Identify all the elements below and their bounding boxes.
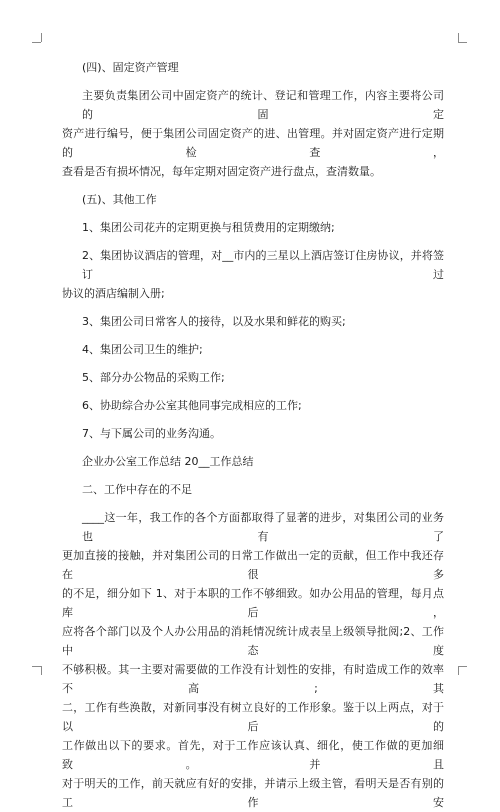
text-line: 1、集团公司花卉的定期更换与租赁费用的定期缴纳; bbox=[82, 221, 335, 234]
paragraph-gap bbox=[62, 387, 444, 396]
text-line: 6、协助综合办公室其他同事完成相应的工作; bbox=[82, 399, 302, 412]
text-line: 企业办公室工作总结 20__工作总结 bbox=[82, 455, 254, 468]
paragraph-gap bbox=[62, 181, 444, 190]
text-line: 资产进行编号，便于集团公司固定资产的进、出管理。并对固定资产进行定期的检查， bbox=[62, 127, 444, 159]
paragraph-gap bbox=[62, 331, 444, 340]
text-line: 对于明天的工作，前天就应有好的安排，并请示上级主管，看明天是否有别的工作安 bbox=[62, 777, 444, 809]
paragraph-gap bbox=[62, 471, 444, 480]
text-line: 不够积极。其一主要对需要做的工作没有计划性的安排，有时造成工作的效率不高;其 bbox=[62, 663, 444, 695]
text-line: 更加直接的接触，并对集团公司的日常工作做出一定的贡献，但工作中我还存在很多 bbox=[62, 549, 444, 581]
paragraph-gap bbox=[62, 237, 444, 246]
text-line: 应将各个部门以及个人办公用品的消耗情况统计成表呈上级领导批阅;2、工作中态度 bbox=[62, 625, 444, 657]
paragraph-gap bbox=[62, 415, 444, 424]
text-line: (四)、固定资产管理 bbox=[82, 61, 179, 74]
text-line: ____这一年，我工作的各个方面都取得了显著的进步，对集团公司的业务也有了 bbox=[82, 511, 444, 543]
text-line: 的不足，细分如下 1、对于本职的工作不够细致。如办公用品的管理，每月点库后， bbox=[62, 587, 444, 619]
paragraph-gap bbox=[62, 303, 444, 312]
text-line: 主要负责集团公司中固定资产的统计、登记和管理工作，内容主要将公司的固定 bbox=[82, 89, 444, 121]
text-line: (五)、其他工作 bbox=[82, 193, 157, 206]
text-line: 二，工作有些涣散，对新同事没有树立良好的工作形象。鉴于以上两点，对于以后的 bbox=[62, 701, 444, 733]
text-line: 2、集团协议酒店的管理，对__市内的三星以上酒店签订住房协议，并将签订过 bbox=[82, 249, 444, 281]
paragraph-gap bbox=[62, 443, 444, 452]
text-line: 5、部分办公物品的采购工作; bbox=[82, 371, 225, 384]
text-line: 工作做出以下的要求。首先，对于工作应该认真、细化，使工作做的更加细致。并且 bbox=[62, 739, 444, 771]
text-line: 二、工作中存在的不足 bbox=[82, 483, 192, 496]
paragraph-gap bbox=[62, 359, 444, 368]
document-body bbox=[62, 58, 444, 812]
text-line: 查看是否有损坏情况，每年定期对固定资产进行盘点，查清数量。 bbox=[62, 165, 381, 178]
text-line: 协议的酒店编制入册; bbox=[62, 287, 165, 300]
paragraph-gap bbox=[62, 77, 444, 86]
text-line: 4、集团公司卫生的维护; bbox=[82, 343, 203, 356]
text-line: 7、与下属公司的业务沟通。 bbox=[82, 427, 221, 440]
text-line: 3、集团公司日常客人的接待，以及水果和鲜花的购买; bbox=[82, 315, 346, 328]
paragraph-gap bbox=[62, 209, 444, 218]
paragraph-gap bbox=[62, 499, 444, 508]
